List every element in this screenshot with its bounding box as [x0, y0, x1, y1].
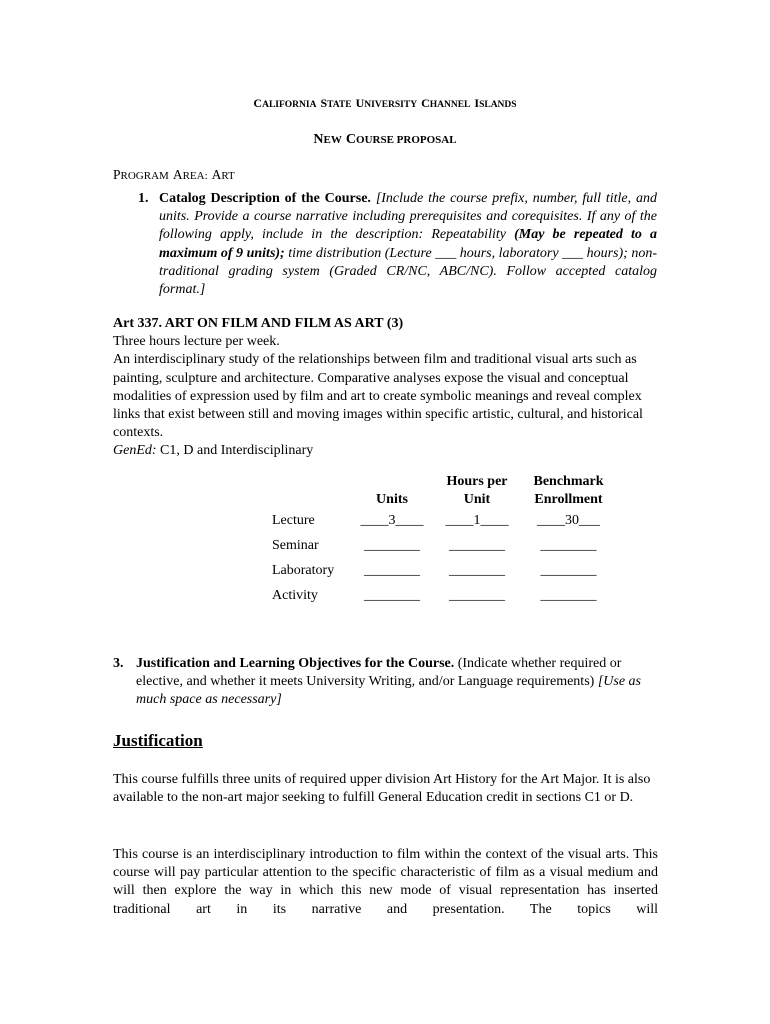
hours-value: ________ — [449, 588, 505, 604]
row-label: Seminar — [272, 538, 319, 554]
item-heading: Catalog Description of the Course. — [159, 191, 371, 206]
institution-text: ALIFORNIA — [262, 100, 317, 110]
row-label: Laboratory — [272, 563, 335, 579]
enrollment-value: ________ — [540, 538, 597, 554]
row-label: Lecture — [272, 513, 315, 529]
justification-paragraph: This course is an interdisciplinary introduction to film within the context of the visual arts. This course will pay particular attention to the specific characteristic of film as a visual medium and will then explore the way in which this new mode of visual representation has inserted traditional art in its narrative and presentation. The topics will — [113, 847, 658, 917]
form-title-text: N — [313, 132, 324, 147]
program-area-text: A — [211, 167, 222, 182]
institution-text: U — [355, 96, 365, 110]
item-heading: Justification and Learning Objectives for the Course. — [136, 656, 455, 671]
course-title: Art 337. ART ON FILM AND FILM AS ART (3) — [113, 316, 404, 331]
item-body — [159, 190, 657, 299]
enrollment-value: ____30___ — [537, 513, 600, 529]
program-area — [113, 166, 235, 184]
header-cell: Units — [376, 492, 408, 508]
institution-text: C — [421, 96, 430, 110]
units-value: ________ — [364, 563, 420, 579]
institution-text: I — [474, 96, 480, 110]
item-instructions: (Indicate whether required or elective, and whether it meets University Writing, and/or Language requirements) — [136, 656, 622, 690]
course-description-block — [113, 315, 658, 461]
enrollment-value: ________ — [540, 588, 597, 604]
institution-text: S — [320, 96, 328, 110]
form-title-text: OURSE PROPOSAL — [356, 134, 457, 146]
units-table — [272, 473, 615, 613]
program-area-text: A — [172, 167, 183, 182]
hours-value: ________ — [449, 538, 505, 554]
item-number: 1. — [138, 191, 149, 206]
header-cell — [522, 473, 615, 513]
header-cell-text: Hours per Unit — [446, 474, 508, 508]
table-row — [272, 588, 615, 613]
institution-text: HANNEL — [429, 100, 471, 110]
units-value: ________ — [364, 588, 420, 604]
form-title-text: C — [345, 132, 357, 147]
units-table-header — [272, 473, 615, 513]
gened-label: GenEd: — [113, 443, 157, 459]
form-title-text: EW — [323, 134, 342, 146]
program-area-text: ROGRAM — [120, 170, 169, 182]
institution-text: C — [253, 96, 263, 110]
hours-value: ____1____ — [445, 513, 509, 529]
row-label: Activity — [272, 588, 318, 604]
units-value: ____3____ — [360, 513, 424, 529]
header-cell — [432, 473, 522, 513]
units-value: ________ — [364, 538, 420, 554]
justification-paragraph: This course fulfills three units of required upper division Art History for the Art Major. It is also available to the non-art major seeking to fulfill General Education credit in sections C1 or D. — [113, 772, 651, 806]
institution-text: TATE — [327, 100, 352, 110]
justification-heading: Justification — [113, 731, 203, 750]
form-title — [0, 130, 770, 148]
course-hours: Three hours lecture per week. — [113, 334, 280, 350]
program-area-text: REA: — [182, 170, 208, 182]
program-area-text: P — [113, 167, 121, 182]
table-row — [272, 513, 615, 538]
table-row — [272, 538, 615, 563]
institution-header — [0, 94, 770, 112]
header-cell-empty — [272, 473, 352, 513]
table-row — [272, 563, 615, 588]
course-description: An interdisciplinary study of the relationships between film and traditional visual arts such as painting, sculpture and architecture. Comparative analyses expose the visual and conceptual modalities of expression used by film and art to create symbolic meanings and reveal complex links that exist between still and moving images within specific artistic, cultural, and historical contexts. — [113, 352, 643, 441]
institution-text: SLANDS — [479, 100, 517, 110]
hours-value: ________ — [449, 563, 505, 579]
gened-value: C1, D and Interdisciplinary — [160, 443, 314, 459]
program-area-text: RT — [221, 170, 235, 182]
header-cell-text: Benchmark Enrollment — [533, 474, 604, 508]
institution-text: NIVERSITY — [364, 100, 418, 110]
item-instructions: [Include the course prefix, number, full title, and units. Provide a course narrative including prerequisites and corequisites. If any of the following apply, include in the description: Repeatability — [159, 191, 658, 243]
item-body — [136, 655, 658, 710]
item-instructions-bold: (May be repeated to a maximum of 9 units); — [159, 227, 657, 261]
item-instructions: time distribution (Lecture ___ hours, laboratory ___ hours); non-traditional grading system (Graded CR/NC, ABC/NC). Follow accepted catalog format.] — [159, 245, 657, 298]
item-number: 3. — [113, 656, 124, 671]
gened-line — [113, 442, 658, 460]
item-instructions-italic: [Use as much space as necessary] — [136, 674, 641, 708]
enrollment-value: ________ — [540, 563, 597, 579]
